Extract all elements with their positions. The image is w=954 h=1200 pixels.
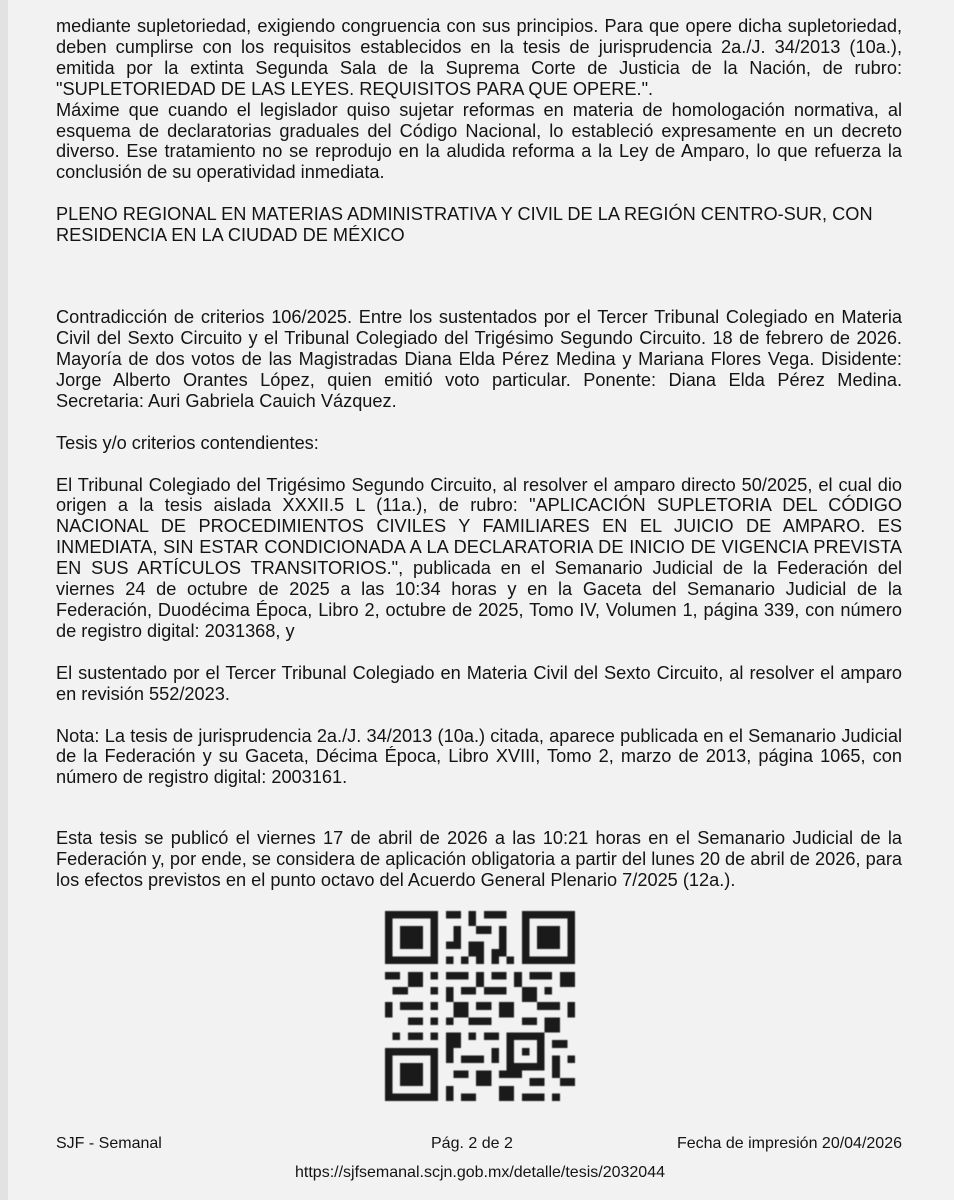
criteria-heading: Tesis y/o criterios contendientes: — [56, 432, 319, 453]
note: Nota: La tesis de jurisprudencia 2a./J. 34/2013 (10a.) citada, aparece publicada en el Semanario Judicial de la Federación y su Gaceta, Décima Época, Libro XVIII, Tomo 2, marzo de 2013, página 1065, con número de registro digital: 2003161. — [56, 725, 902, 788]
criterion-one: El Tribunal Colegiado del Trigésimo Segundo Circuito, al resolver el amparo directo 50/2025, el cual dio origen a la tesis aislada XXXII.5 L (11a.), de rubro: "APLICACIÓN SUPLETORIA DEL CÓDIGO NACIONAL DE PROCEDIMIENTOS CIVILES Y FAMILIARES EN EL JUICIO DE AMPARO. ES INMEDIATA, SIN ESTAR CONDICIONADA A LA DECLARATORIA DE INICIO DE VIGENCIA PREVISTA EN SUS ARTÍCULOS TRANSITORIOS.", publicada en el Semanario Judicial de la Federación del viernes 24 de octubre de 2025 a las 10:34 horas y en la Gaceta del Semanario Judicial de la Federación, Duodécima Época, Libro 2, octubre de 2025, Tomo IV, Volumen 1, página 339, con número de registro digital: 2031368, y — [56, 474, 902, 641]
page-footer — [56, 1133, 902, 1157]
page-edge — [0, 0, 8, 1200]
qr-code — [385, 911, 575, 1101]
criterion-two: El sustentado por el Tercer Tribunal Colegiado en Materia Civil del Sexto Circuito, al resolver el amparo en revisión 552/2023. — [56, 662, 902, 704]
print-date: Fecha de impresión 20/04/2026 — [676, 1135, 902, 1152]
page-number: Pág. 2 de 2 — [431, 1135, 513, 1152]
paragraph-supletoriedad: mediante supletoriedad, exigiendo congruencia con sus principios. Para que opere dicha supletoriedad, deben cumplirse con los requisitos establecidos en la tesis de jurisprudencia 2a./J. 34/2013 (10a.), emitida por la extinta Segunda Sala de la Suprema Corte de Justicia de la Nación, de rubro: "SUPLETORIEDAD DE LAS LEYES. REQUISITOS PARA QUE OPERE.". — [56, 16, 902, 99]
court-name: PLENO REGIONAL EN MATERIAS ADMINISTRATIVA Y CIVIL DE LA REGIÓN CENTRO-SUR, CON RESIDENCIA EN LA CIUDAD DE MÉXICO — [56, 204, 873, 246]
document-body — [56, 16, 902, 891]
publication-notice: Esta tesis se publicó el viernes 17 de abril de 2026 a las 10:21 horas en el Semanario Judicial de la Federación y, por ende, se considera de aplicación obligatoria a partir del lunes 20 de abril de 2026, para los efectos previstos en el punto octavo del Acuerdo General Plenario 7/2025 (12a.). — [56, 828, 902, 891]
contradiction-details: Contradicción de criterios 106/2025. Entre los sustentados por el Tercer Tribunal Colegiado en Materia Civil del Sexto Circuito y el Tribunal Colegiado del Trigésimo Segundo Circuito. 18 de febrero de 2026. Mayoría de dos votos de las Magistradas Diana Elda Pérez Medina y Mariana Flores Vega. Disidente: Jorge Alberto Orantes López, quien emitió voto particular. Ponente: Diana Elda Pérez Medina. Secretaria: Auri Gabriela Cauich Vázquez. — [56, 307, 902, 411]
paragraph-maxime: Máxime que cuando el legislador quiso sujetar reformas en materia de homologación normativa, al esquema de declaratorias graduales del Código Nacional, lo estableció expresamente en un decreto diverso. Ese tratamiento no se reprodujo en la aludida reforma a la Ley de Amparo, lo que refuerza la conclusión de su operatividad inmediata. — [56, 99, 902, 183]
source-url[interactable]: https://sjfsemanal.scjn.gob.mx/detalle/tesis/2032044 — [295, 1164, 665, 1181]
footer-source: SJF - Semanal — [56, 1135, 162, 1152]
